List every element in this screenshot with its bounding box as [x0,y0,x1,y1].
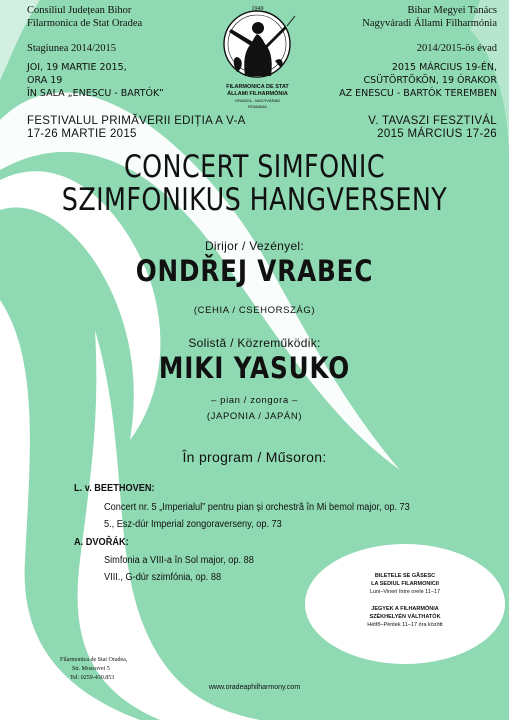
logo-year: 1949 [251,6,264,12]
festival-hu-title: V. TAVASZI FESZTIVÁL [368,115,497,127]
date-ro-line1: JOI, 19 MARTIE 2015, [27,62,127,73]
composer-beethoven: L. v. BEETHOVEN: [74,483,155,494]
date-ro-line2: ORA 19 [27,75,63,86]
philharmonic-name-ro: Filarmonica de Stat Oradea [27,18,143,29]
philharmonic-logo [215,6,300,114]
philharmonic-name-hu: Nagyváradi Állami Filharmónia [362,18,497,29]
soloist-country: (JAPONIA / JAPÁN) [206,411,303,422]
title-ro: CONCERT SIMFONIC [123,149,386,185]
soloist-instrument: – pian / zongora – [211,395,298,406]
website-link[interactable]: www.oradeaphilharmony.com [208,684,301,691]
footer-address1: Filarmonica de Stat Oradea, [60,657,128,663]
venue-hu: AZ ENESCU - BARTÓK TEREMBEN [339,88,497,99]
work-dvorak-ro: Simfonia a VIII-a în Sol major, op. 88 [104,555,254,566]
council-name-hu: Bihar Megyei Tanács [407,5,497,16]
date-hu-line2: CSÜTÖRTÖKÖN, 19 ÓRAKOR [363,75,497,86]
venue-ro: ÎN SALA „ENESCU - BARTÓK” [27,88,164,99]
conductor-country: (CEHIA / CSEHORSZÁG) [193,305,316,316]
composer-dvorak: A. DVOŘÁK: [74,537,129,548]
logo-text-country: ROMANIA [248,104,267,109]
tickets-ro-line1: BILETELE SE GĂSESC [374,573,436,579]
season-ro: Stagiunea 2014/2015 [27,43,116,54]
soloist-role: Solistă / Közreműködik: [188,336,321,350]
conductor-emblem-icon [215,6,300,84]
footer-phone: Tel: 0259-430.853 [70,675,115,681]
logo-text-cities: ORADEA - NAGYVÁRAD [234,98,281,103]
work-beethoven-ro: Concert nr. 5 „Imperialul” pentru pian și orchestră în Mi bemol major, op. 73 [104,502,410,513]
ticket-info-oval [305,544,505,664]
conductor-role: Dirijor / Vezényel: [204,239,305,253]
program-heading: În program / Műsoron: [182,449,327,465]
conductor-name: ONDŘEJ VRABEC [135,254,374,288]
tickets-ro-hours: Luni–Vineri între orele 11–17 [369,589,441,595]
footer-address2: Str. Moscovei 5 [72,666,110,672]
logo-text-hu: ÁLLAMI FILHARMÓNIA [227,91,288,97]
festival-hu-dates: 2015 MÁRCIUS 17-26 [377,128,497,140]
date-hu-line1: 2015 MÁRCIUS 19-ÉN, [391,62,497,73]
festival-ro-title: FESTIVALUL PRIMĂVERII EDIȚIA A V-A [27,115,246,127]
council-name-ro: Consiliul Județean Bihor [27,5,132,16]
title-hu: SZIMFONIKUS HANGVERSENY [61,182,448,218]
work-dvorak-hu: VIII., G-dúr szimfónia, op. 88 [104,572,222,583]
season-hu: 2014/2015-ös évad [416,43,497,54]
tickets-ro-line2: LA SEDIUL FILARMONICII [371,581,439,587]
tickets-hu-hours: Hétfő–Péntek 11–17 óra között [367,622,443,628]
logo-text-ro: FILARMONICA DE STAT [226,84,289,90]
tickets-hu-line2: SZÉKHELYÉN VÁLTHATÓK [369,614,441,620]
work-beethoven-hu: 5., Esz-dúr Imperial zongoraverseny, op. 73 [104,519,282,530]
tickets-hu-line1: JEGYEK A FILHARMÓNIA [371,606,439,612]
soloist-name: MIKI YASUKO [158,351,351,385]
festival-ro-dates: 17-26 MARTIE 2015 [27,128,137,140]
